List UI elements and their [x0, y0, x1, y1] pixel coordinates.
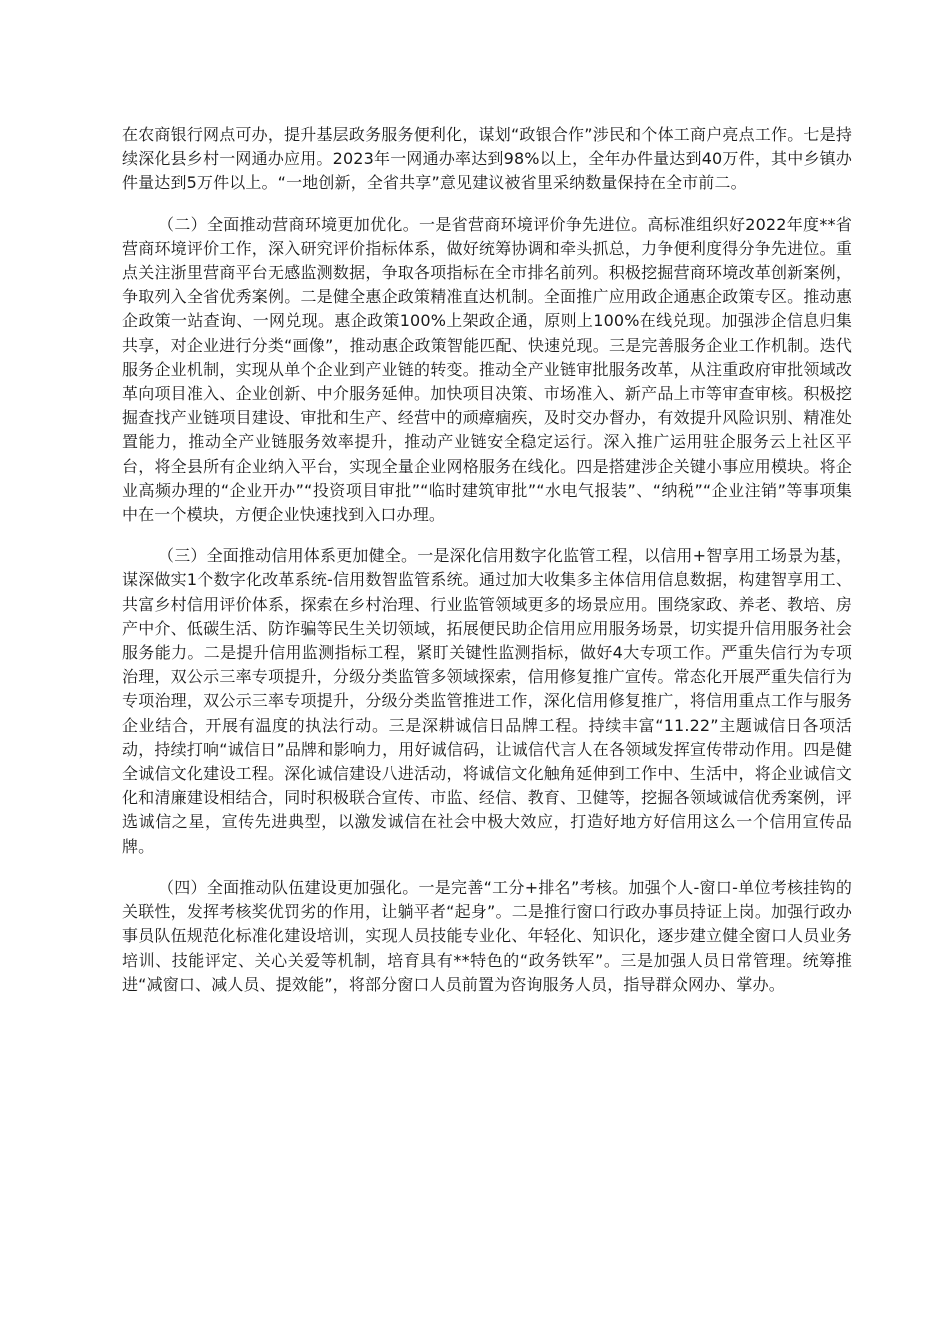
paragraph-credit-system: （三）全面推动信用体系更加健全。一是深化信用数字化监管工程，以信用+智享用工场景为基，谋深做实1个数字化改革系统-信用数智监管系统。通过加大收集多主体信用信息数据，构建智享用工、共富乡村信用评价体系，探索在乡村治理、行业监管领域更多的场景应用。围绕家政、养老、教培、房产中介、低碳生活、防诈骗等民生关切领域，拓展便民助企信用应用服务场景，切实提升信用服务社会服务能力。二是提升信用监测指标工程，紧盯关键性监测指标，做好4大专项工作。严重失信行为专项治理，双公示三率专项提升，分级分类监管多领域探索，信用修复推广宣传。常态化开展严重失信行为专项治理，双公示三率专项提升，分级分类监管推进工作，深化信用修复推广，将信用重点工作与服务企业结合，开展有温度的执法行动。三是深耕诚信日品牌工程。持续丰富“11.22”主题诚信日各项活动，持续打响“诚信日”品牌和影响力，用好诚信码，让诚信代言人在各领域发挥宣传带动作用。四是健全诚信文化建设工程。深化诚信建设八进活动，将诚信文化触角延伸到工作中、生活中，将企业诚信文化和清廉建设相结合，同时积极联合宣传、市监、经信、教育、卫健等，挖掘各领域诚信优秀案例，评选诚信之星，宣传先进典型，以激发诚信在社会中极大效应，打造好地方好信用这么一个信用宣传品牌。	[122, 546, 852, 856]
paragraph-business-environment: （二）全面推动营商环境更加优化。一是省营商环境评价争先进位。高标准组织好2022年度**省营商环境评价工作，深入研究评价指标体系，做好统筹协调和牵头抓总，力争便利度得分争先进位。重点关注浙里营商平台无感监测数据，争取各项指标在全市排名前列。积极挖掘营商环境改革创新案例，争取列入全省优秀案例。二是健全惠企政策精准直达机制。全面推广应用政企通惠企政策专区。推动惠企政策一站查询、一网兑现。惠企政策100%上架政企通，原则上100%在线兑现。加强涉企信息归集共享，对企业进行分类“画像”，推动惠企政策智能匹配、快速兑现。三是完善服务企业工作机制。迭代服务企业机制，实现从单个企业到产业链的转变。推动全产业链审批服务改革，从注重政府审批领域改革向项目准入、企业创新、中介服务延伸。加快项目决策、市场准入、新产品上市等审查审核。积极挖掘查找产业链项目建设、审批和生产、经营中的顽瘴痼疾，及时交办督办，有效提升风险识别、精准处置能力，推动全产业链服务效率提升，推动产业链安全稳定运行。深入推广运用驻企服务云上社区平台，将全县所有企业纳入平台，实现全量企业网格服务在线化。四是搭建涉企关键小事应用模块。将企业高频办理的“企业开办”“投资项目审批”“临时建筑审批”“水电气报装”、“纳税”“企业注销”等事项集中在一个模块，方便企业快速找到入口办理。	[122, 214, 852, 525]
paragraph-team-building: （四）全面推动队伍建设更加强化。一是完善“工分+排名”考核。加强个人-窗口-单位考核挂钩的关联性，发挥考核奖优罚劣的作用，让躺平者“起身”。二是推行窗口行政办事员持证上岗。加强行政办事员队伍规范化标准化建设培训，实现人员技能专业化、年轻化、知识化，逐步建立健全窗口人员业务培训、技能评定、关心关爱等机制，培育具有**特色的“政务铁军”。三是加强人员日常管理。统筹推进“减窗口、减人员、提效能”，将部分窗口人员前置为咨询服务人员，指导群众网办、掌办。	[122, 877, 852, 994]
paragraph-continuation: 在农商银行网点可办，提升基层政务服务便利化，谋划“政银合作”涉民和个体工商户亮点工作。七是持续深化县乡村一网通办应用。2023年一网通办率达到98%以上，全年办件量达到40万件，其中乡镇办件量达到5万件以上。“一地创新，全省共享”意见建议被省里采纳数量保持在全市前二。	[122, 125, 852, 193]
document-page	[122, 123, 852, 997]
